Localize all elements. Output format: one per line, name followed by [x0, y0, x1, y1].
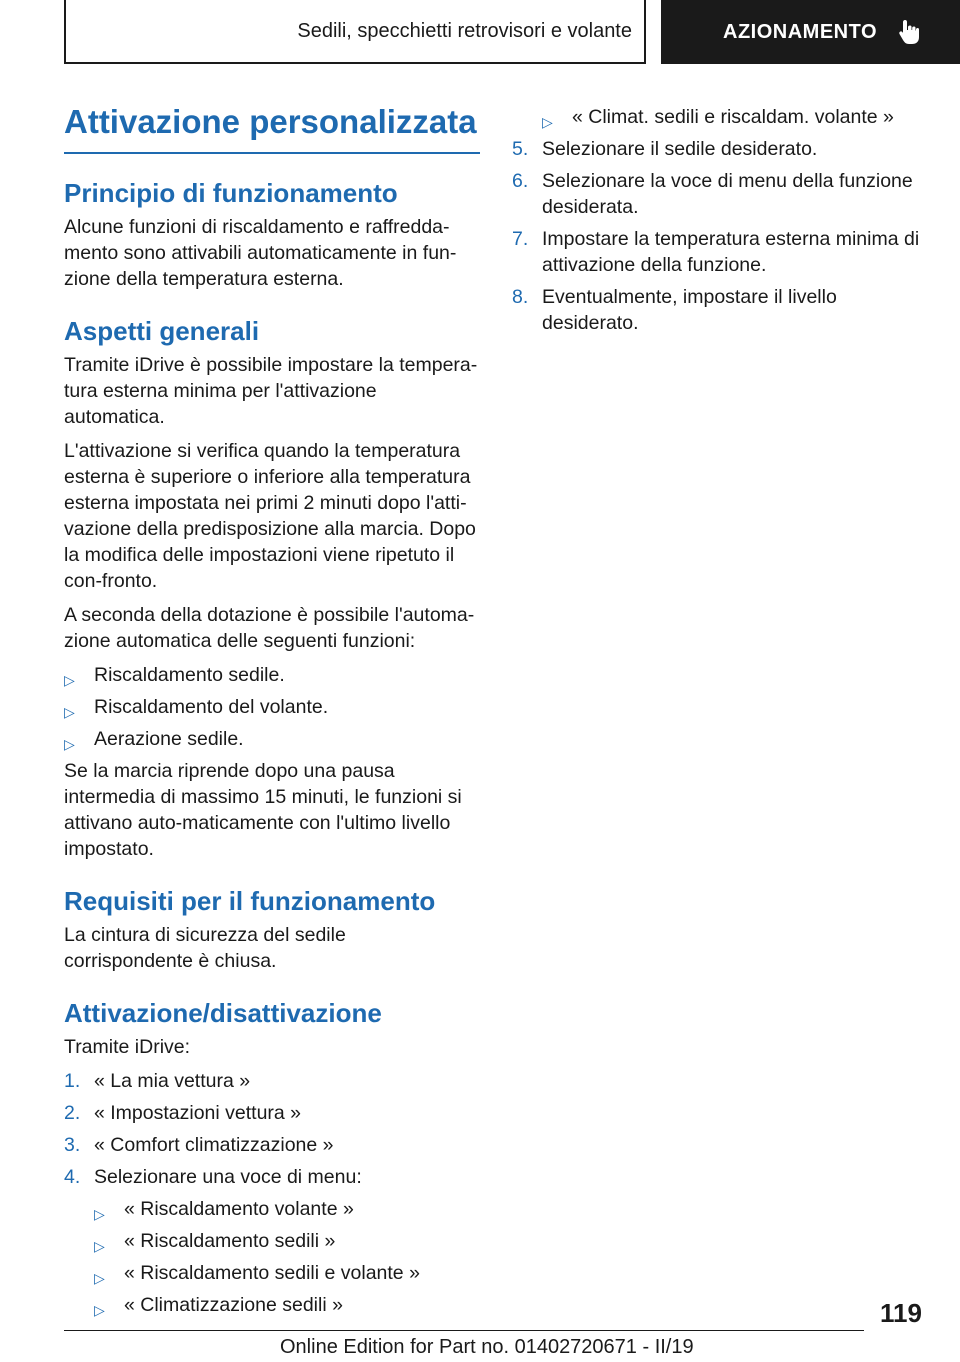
paragraph: Se la marcia riprende dopo una pausa intermedia di massimo 15 minuti, le funzioni si attivano auto-maticamente con l'ultimo livello impostato. [64, 760, 462, 860]
list-item [64, 726, 480, 752]
chapter-tab [661, 0, 960, 64]
step-number: 8. [512, 286, 529, 308]
step-item [64, 1164, 480, 1318]
paragraph: L'attivazione si verifica quando la temperatura esterna è superiore o inferiore alla temperatura esterna impostata nei primi 2 minuti dopo l'atti-vazione della predisposizione alla marcia. Dopo la modifica delle impostazioni viene ripetuto il con-fronto. [64, 440, 476, 592]
step-text: Selezionare una voce di menu: [94, 1166, 362, 1188]
paragraph: Alcune funzioni di riscaldamento e raffredda-mento sono attivabili automaticamente in fun-zione della temperatura esterna. [64, 216, 457, 290]
triangle-bullet-icon: ▷ [94, 1206, 105, 1222]
step-item [64, 1068, 480, 1094]
step-text: Selezionare il sedile desiderato. [542, 138, 818, 160]
step-item [512, 136, 932, 162]
hand-pointer-icon [897, 18, 921, 46]
section-title [64, 0, 646, 64]
triangle-bullet-icon: ▷ [64, 672, 75, 688]
step-text: « La mia vettura » [94, 1070, 251, 1092]
list-item [94, 1292, 480, 1318]
right-column [512, 100, 932, 342]
step-number: 7. [512, 228, 529, 250]
list-item-text: Aerazione sedile. [94, 728, 244, 750]
step-number: 5. [512, 138, 529, 160]
step-number: 3. [64, 1134, 81, 1156]
heading-aspetti: Aspetti generali [64, 316, 260, 346]
menu-options-list-continued [542, 104, 932, 130]
step-text: « Impostazioni vettura » [94, 1102, 302, 1124]
heading-attivazione: Attivazione/disattivazione [64, 998, 382, 1028]
paragraph: Tramite iDrive è possibile impostare la tempera-tura esterna minima per l'attivazione automatica. [64, 354, 478, 428]
step-text: Selezionare la voce di menu della funzione desiderata. [542, 170, 913, 218]
heading-requisiti: Requisiti per il funzionamento [64, 886, 436, 916]
paragraph: La cintura di sicurezza del sedile corrispondente è chiusa. [64, 924, 346, 972]
left-column [64, 100, 480, 1324]
page-header [64, 0, 960, 64]
menu-options-list [94, 1196, 480, 1318]
list-item [64, 662, 480, 688]
list-item [64, 694, 480, 720]
heading-principio: Principio di funzionamento [64, 178, 398, 208]
steps-list-continued [512, 136, 932, 336]
triangle-bullet-icon: ▷ [94, 1270, 105, 1286]
list-item [542, 104, 932, 130]
list-item [94, 1260, 480, 1286]
triangle-bullet-icon: ▷ [94, 1302, 105, 1318]
step-item [64, 1132, 480, 1158]
list-item-text: « Climatizzazione sedili » [124, 1294, 343, 1316]
triangle-bullet-icon: ▷ [542, 114, 553, 130]
step-text: Eventualmente, impostare il livello desiderato. [542, 286, 837, 334]
step-number: 1. [64, 1070, 81, 1092]
steps-list [64, 1068, 480, 1318]
list-item-text: Riscaldamento del volante. [94, 696, 329, 718]
triangle-bullet-icon: ▷ [64, 736, 75, 752]
step-text: « Comfort climatizzazione » [94, 1134, 334, 1156]
triangle-bullet-icon: ▷ [94, 1238, 105, 1254]
edition-info: Online Edition for Part no. 01402720671 - II/19 [280, 1336, 694, 1358]
list-item-text: « Riscaldamento sedili » [124, 1230, 336, 1252]
list-item-text: Riscaldamento sedile. [94, 664, 285, 686]
step-number: 6. [512, 170, 529, 192]
function-list [64, 662, 480, 752]
footer-divider [64, 1330, 864, 1331]
step-item [64, 1100, 480, 1126]
step-number: 2. [64, 1102, 81, 1124]
step-item [512, 226, 932, 278]
list-item-text: « Climat. sedili e riscaldam. volante » [572, 106, 894, 128]
list-item-text: « Riscaldamento sedili e volante » [124, 1262, 420, 1284]
paragraph: Tramite iDrive: [64, 1036, 191, 1058]
paragraph: A seconda della dotazione è possibile l'automa-zione automatica delle seguenti funzioni: [64, 604, 475, 652]
list-item-text: « Riscaldamento volante » [124, 1198, 354, 1220]
section-title-text: Sedili, specchietti retrovisori e volante [297, 19, 632, 42]
step-item [512, 284, 932, 336]
page-number: 119 [880, 1298, 922, 1328]
page-title: Attivazione personalizzata [64, 100, 480, 154]
step-item [512, 168, 932, 220]
triangle-bullet-icon: ▷ [64, 704, 75, 720]
step-number: 4. [64, 1166, 81, 1188]
chapter-label: AZIONAMENTO [723, 20, 878, 43]
step-text: Impostare la temperatura esterna minima di attivazione della funzione. [542, 228, 920, 276]
list-item [94, 1196, 480, 1222]
list-item [94, 1228, 480, 1254]
